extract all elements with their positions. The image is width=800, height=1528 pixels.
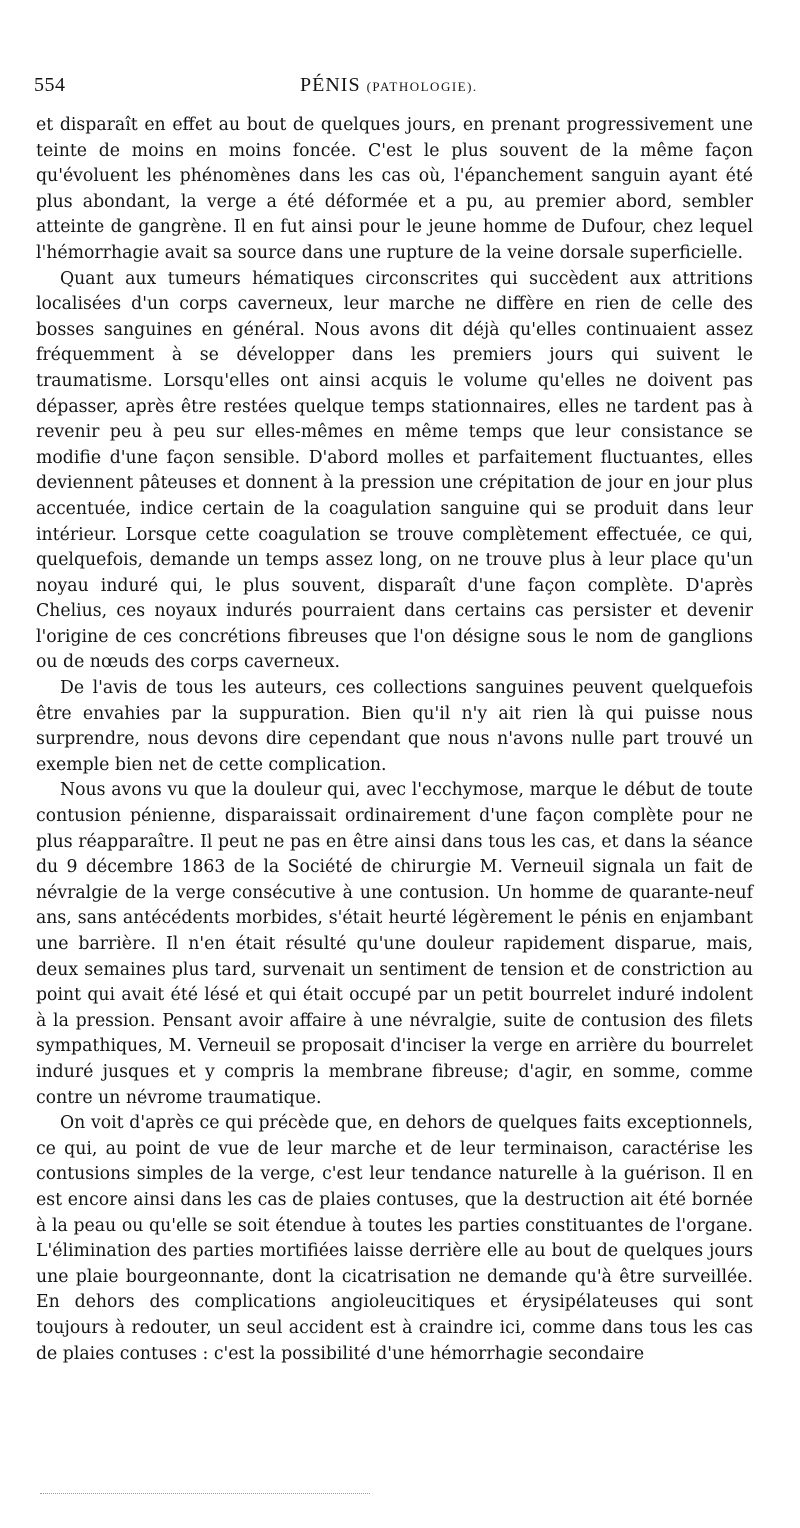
paragraph: On voit d'après ce qui précède que, en dehors de quelques faits exceptionnels, ce qui, au point de vue de leur marche et de leur terminaison, caractérise les contusions simples de la verge, c'est leur tendance naturelle à la guérison. Il en est encore ainsi dans les cas de plaies contuses, que la destruction ait été bornée à la peau ou qu'elle se soit étendue à toutes les parties constituantes de l'organe. L'élimination des parties mortifiées laisse derrière elle au bout de quelques jours une plaie bourgeonnante, dont la cicatrisation ne demande qu'à être surveillée. En dehors des complications angioleucitiques et érysipélateuses qui sont toujours à redouter, un seul accident est à craindre ici, comme dans tous les cas de plaies contuses : c'est la possibilité d'une hémorrhagie secondaire <box>36 1113 753 1364</box>
page-number: 554 <box>34 74 66 96</box>
paragraph: De l'avis de tous les auteurs, ces collections sanguines peuvent quelquefois être envahies par la suppuration. Bien qu'il n'y ait rien là qui puisse nous surprendre, nous devons dire cependant que nous n'avons nulle part trouvé un exemple bien net de cette complication. <box>36 678 753 775</box>
running-title-main: PÉNIS <box>300 74 361 96</box>
paragraph: Quant aux tumeurs hématiques circonscrites qui succèdent aux attritions localisées d'un corps caverneux, leur marche ne diffère en rien de celle des bosses sanguines en général. Nous avons dit déjà qu'elles continuaient assez fréquemment à se développer dans les premiers jours qui suivent le traumatisme. Lorsqu'elles ont ainsi acquis le volume qu'elles ne doivent pas dépasser, après être restées quelque temps stationnaires, elles ne tardent pas à revenir peu à peu sur elles-mêmes en même temps que leur consistance se modifie d'une façon sensible. D'abord molles et parfaitement fluctuantes, elles deviennent pâteuses et donnent à la pression une crépitation de jour en jour plus accentuée, indice certain de la coagulation sanguine qui se produit dans leur intérieur. Lorsque cette coagulation se trouve complètement effectuée, ce qui, quelquefois, demande un temps assez long, on ne trouve plus à leur place qu'un noyau induré qui, le plus souvent, disparaît d'une façon complète. D'après Chelius, ces noyaux indurés pourraient dans certains cas persister et devenir l'origine de ces concrétions fibreuses que l'on désigne sous le nom de ganglions ou de nœuds des corps caverneux. <box>36 268 753 673</box>
page-header <box>34 74 752 104</box>
running-title <box>300 74 478 97</box>
running-title-sub: (PATHOLOGIE). <box>366 79 478 94</box>
body-text <box>36 113 753 1367</box>
paragraph: Nous avons vu que la douleur qui, avec l'ecchymose, marque le début de toute contusion pénienne, disparaissait ordinairement d'une façon complète pour ne plus réapparaître. Il peut ne pas en être ainsi dans tous les cas, et dans la séance du 9 décembre 1863 de la Société de chirurgie M. Verneuil signala un fait de névralgie de la verge consécutive à une contusion. Un homme de quarante-neuf ans, sans antécédents morbides, s'était heurté légèrement le pénis en enjambant une barrière. Il n'en était résulté qu'une douleur rapidement disparue, mais, deux semaines plus tard, survenait un sentiment de tension et de constriction au point qui avait été lésé et qui était occupé par un petit bourrelet induré indolent à la pression. Pensant avoir affaire à une névralgie, suite de contusion des filets sympathiques, M. Verneuil se proposait d'inciser la verge en arrière du bourrelet induré jusques et y compris la membrane fibreuse; d'agir, en somme, comme contre un névrome traumatique. <box>36 780 753 1108</box>
footer-rule <box>40 1493 370 1494</box>
paragraph: et disparaît en effet au bout de quelques jours, en prenant progressivement une teinte de moins en moins foncée. C'est le plus souvent de la même façon qu'évoluent les phénomènes dans les cas où, l'épanchement sanguin ayant été plus abondant, la verge a été déformée et a pu, au premier abord, sembler atteinte de gangrène. Il en fut ainsi pour le jeune homme de Dufour, chez lequel l'hémorrhagie avait sa source dans une rupture de la veine dorsale superficielle. <box>36 115 753 263</box>
